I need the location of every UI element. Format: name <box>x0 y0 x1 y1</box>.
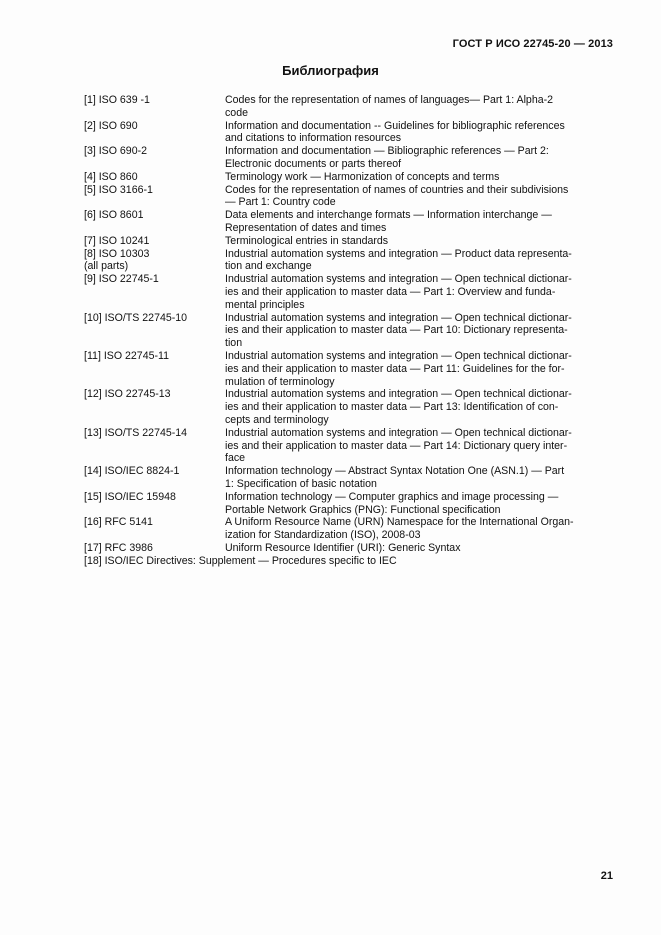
bibliography-ref: [8] ISO 10303 (all parts) <box>84 247 150 273</box>
bibliography-description: Industrial automation systems and integration — Open technical dictionar- ies and their application to master data — Part 11: Guidelines for the for- mulation of terminology <box>225 349 572 388</box>
bibliography-ref: [12] ISO 22745-13 <box>84 388 171 401</box>
bibliography-ref: [7] ISO 10241 <box>84 234 150 247</box>
bibliography-ref: [5] ISO 3166-1 <box>84 183 153 196</box>
bibliography-entry <box>84 94 604 120</box>
bibliography-entry <box>84 235 604 248</box>
bibliography-entry <box>84 350 604 388</box>
bibliography-description: Terminological entries in standards <box>225 234 389 247</box>
bibliography-ref: [17] RFC 3986 <box>84 541 153 554</box>
bibliography-ref: [9] ISO 22745-1 <box>84 273 159 286</box>
bibliography-description: Codes for the representation of names of languages— Part 1: Alpha-2 code <box>225 94 554 119</box>
bibliography-entry-18: [18] ISO/IEC Directives: Supplement — Procedures specific to IEC <box>84 554 397 567</box>
bibliography-description: Industrial automation systems and integration — Open technical dictionar- ies and their application to master data — Part 10: Dictionary representa- tion <box>225 311 572 350</box>
bibliography-ref: [4] ISO 860 <box>84 170 138 183</box>
bibliography-description: Data elements and interchange formats — Information interchange — Representation of dates and times <box>225 209 552 234</box>
bibliography-entry <box>84 427 604 465</box>
bibliography-ref: [11] ISO 22745-11 <box>84 349 170 362</box>
bibliography-entry <box>84 388 604 426</box>
bibliography-description: Industrial automation systems and integration — Product data representa- tion and exchange <box>225 247 572 273</box>
bibliography-entry <box>84 312 604 350</box>
bibliography-entry <box>84 465 604 491</box>
bibliography-entry <box>84 171 604 184</box>
bibliography-entry <box>84 273 604 311</box>
bibliography-ref: [10] ISO/TS 22745-10 <box>84 311 188 324</box>
bibliography-entry <box>84 491 604 517</box>
bibliography-entry <box>84 248 604 274</box>
section-title: Библиография <box>282 63 379 78</box>
bibliography-entry <box>84 120 604 146</box>
document-header: ГОСТ Р ИСО 22745-20 — 2013 <box>452 38 613 50</box>
bibliography-description: Terminology work — Harmonization of concepts and terms <box>225 170 500 183</box>
bibliography-description: Industrial automation systems and integration — Open technical dictionar- ies and their application to master data — Part 1: Overview and funda- mental principles <box>225 273 572 311</box>
bibliography-description: A Uniform Resource Name (URN) Namespace for the International Organ- ization for Standardization (ISO), 2008-03 <box>225 516 574 542</box>
bibliography-description: Information and documentation — Bibliographic references — Part 2: Electronic documents or parts thereof <box>225 145 549 170</box>
bibliography-description: Industrial automation systems and integration — Open technical dictionar- ies and their application to master data — Part 13: Identification of con- cepts and terminology <box>225 388 572 426</box>
bibliography-ref: [3] ISO 690-2 <box>84 145 148 158</box>
bibliography-description: Information and documentation -- Guidelines for bibliographic references and citations to information resources <box>225 119 565 145</box>
bibliography-description: Information technology — Computer graphics and image processing — Portable Network Graphics (PNG): Functional specification <box>225 490 559 516</box>
bibliography-description: Codes for the representation of names of countries and their subdivisions — Part 1: Country code <box>225 183 569 209</box>
bibliography-entry <box>84 209 604 235</box>
bibliography-list <box>84 94 604 567</box>
bibliography-ref: [6] ISO 8601 <box>84 209 144 222</box>
bibliography-ref: [15] ISO/IEC 15948 <box>84 490 176 503</box>
bibliography-description: Industrial automation systems and integration — Open technical dictionar- ies and their application to master data — Part 14: Dictionary query inter- face <box>225 426 572 465</box>
bibliography-entry <box>84 184 604 210</box>
bibliography-ref: [13] ISO/TS 22745-14 <box>84 426 188 439</box>
bibliography-description: Uniform Resource Identifier (URI): Generic Syntax <box>225 541 461 554</box>
bibliography-ref: [2] ISO 690 <box>84 119 138 132</box>
bibliography-ref: [16] RFC 5141 <box>84 516 153 529</box>
page-number: 21 <box>600 870 613 882</box>
bibliography-entry <box>84 516 604 542</box>
bibliography-ref: [14] ISO/IEC 8824-1 <box>84 465 180 478</box>
bibliography-description: Information technology — Abstract Syntax Notation One (ASN.1) — Part 1: Specification of basic notation <box>225 465 565 490</box>
bibliography-entry <box>84 542 604 555</box>
bibliography-ref: [1] ISO 639 -1 <box>84 94 150 106</box>
bibliography-entry <box>84 145 604 171</box>
